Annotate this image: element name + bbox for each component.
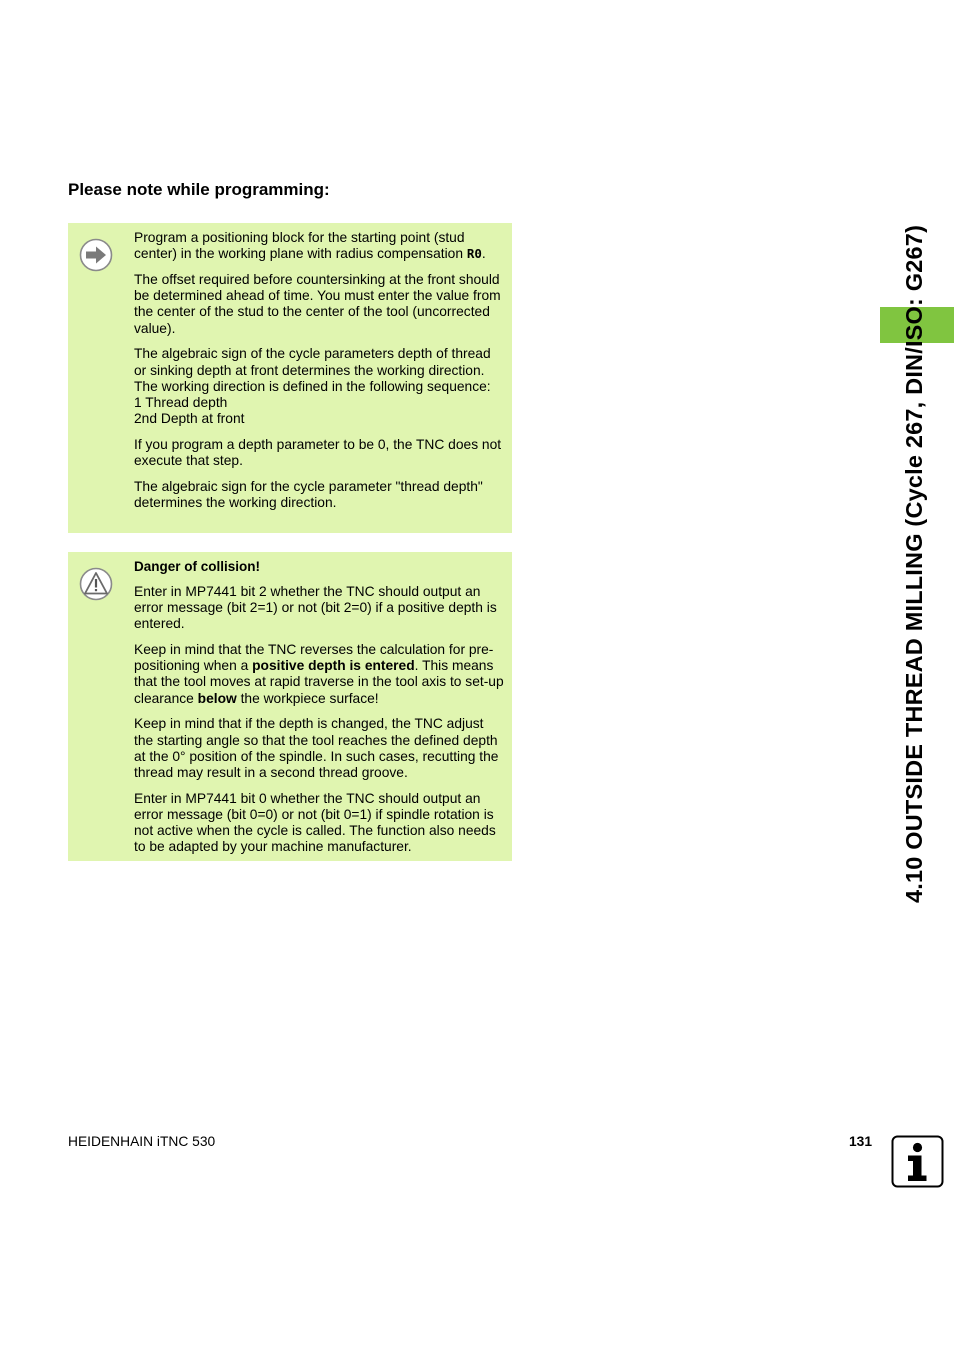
note-paragraph-1: Program a positioning block for the starting point (stud center) in the working plane with radius compensation R0.	[134, 230, 486, 262]
side-section-title: 4.10 OUTSIDE THREAD MILLING (Cycle 267, DIN/ISO: G267)	[901, 224, 927, 903]
warning-title: Danger of collision!	[134, 559, 261, 574]
arrow-right-icon	[79, 238, 113, 272]
note-paragraph-5: The algebraic sign for the cycle parameter "thread depth" determines the working direction.	[134, 479, 483, 511]
warning-paragraph-1: Enter in MP7441 bit 2 whether the TNC should output an error message (bit 2=1) or not (bit 2=0) if a positive depth is entered.	[134, 583, 497, 632]
note-paragraph-3: The algebraic sign of the cycle parameters depth of thread or sinking depth at front determines the working direction. The working direction is defined in the following sequence: 1 Thread depth 2nd Depth at front	[134, 346, 491, 427]
warning-paragraph-3: Keep in mind that if the depth is changed, the TNC adjust the starting angle so that the tool reaches the defined depth at the 0° position of the spindle. In such cases, recutting the thread may result in a second thread groove.	[134, 716, 499, 781]
note-box	[68, 223, 512, 533]
warning-box	[68, 552, 512, 861]
warning-paragraph-2: Keep in mind that the TNC reverses the calculation for pre-positioning when a positive depth is entered. This means that the tool moves at rapid traverse in the tool axis to set-up clearance below the workpiece surface!	[134, 642, 504, 706]
note-paragraph-4: If you program a depth parameter to be 0, the TNC does not execute that step.	[134, 437, 502, 469]
note-paragraph-2: The offset required before countersinking at the front should be determined ahead of time. You must enter the value from the center of the stud to the center of the tool (uncorrected value).	[134, 272, 501, 336]
footer-product: HEIDENHAIN iTNC 530	[68, 1134, 216, 1149]
warning-paragraph-4: Enter in MP7441 bit 0 whether the TNC should output an error message (bit 0=0) or not (bit 0=1) if spindle rotation is not active when the cycle is called. The function also needs to be adapted by your machine manufacturer.	[134, 790, 496, 855]
code-r0: R0	[466, 246, 482, 262]
info-icon	[891, 1135, 944, 1188]
page-number: 131	[848, 1134, 872, 1149]
section-heading: Please note while programming:	[68, 180, 330, 199]
warning-triangle-icon	[79, 567, 113, 601]
